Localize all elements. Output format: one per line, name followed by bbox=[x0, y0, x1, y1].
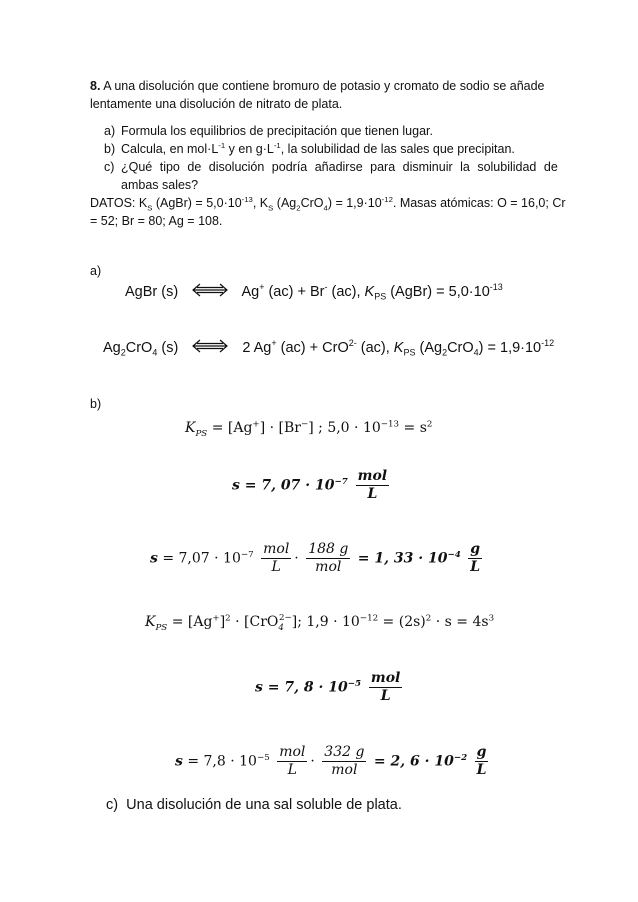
numerator: g bbox=[475, 744, 489, 762]
datos-text: CrO bbox=[300, 196, 324, 210]
exponent: −5 bbox=[347, 678, 362, 689]
charge: 2− bbox=[278, 613, 292, 624]
exponent: −13 bbox=[380, 419, 400, 430]
item-label: b) bbox=[104, 142, 116, 156]
subscript: 4 bbox=[323, 203, 328, 213]
denominator: L bbox=[476, 762, 487, 778]
numerator: g bbox=[468, 541, 482, 559]
subscript: 2 bbox=[296, 203, 301, 213]
datos-text: , K bbox=[252, 196, 269, 210]
math-text: s bbox=[175, 753, 183, 770]
answer-c-text: Una disolución de una sal soluble de plata. bbox=[126, 797, 402, 813]
eq-left: AgBr (s) bbox=[125, 283, 179, 300]
numerator: mol bbox=[263, 541, 290, 557]
subscript: 2 bbox=[442, 347, 448, 358]
answer-c-label: c) bbox=[106, 797, 119, 813]
math-text: = [Ag bbox=[167, 614, 213, 630]
eq-text: (AgBr) = 5,0·10 bbox=[386, 283, 490, 300]
answer-b-label: b) bbox=[90, 397, 102, 411]
problem-line-2: lentamente una disolución de nitrato de plata. bbox=[90, 97, 343, 111]
exponent: −7 bbox=[334, 476, 348, 487]
eq-right: Ag bbox=[241, 283, 260, 300]
math-result: = 1, 33 · 10 bbox=[357, 550, 448, 567]
item-label: a) bbox=[104, 124, 116, 138]
exponent: -1 bbox=[273, 140, 281, 150]
math-text: = [Ag bbox=[207, 420, 253, 436]
math-text: ] · [Br bbox=[259, 420, 301, 436]
eq-text: CrO bbox=[447, 339, 474, 356]
solubility-ag2cro4-mol bbox=[255, 670, 405, 705]
item-text: Calcula, en mol·L bbox=[121, 142, 219, 156]
denominator: L bbox=[470, 559, 481, 575]
eq-text: (ac) + Br bbox=[264, 283, 325, 300]
math-text: = s bbox=[399, 420, 427, 436]
math-text: = 7,8 · 10 bbox=[182, 753, 257, 770]
kps-symbol: K bbox=[393, 339, 404, 356]
fraction-mol-l bbox=[369, 670, 402, 705]
charge: - bbox=[324, 282, 328, 292]
exponent: −12 bbox=[359, 613, 379, 624]
math-text: · s = 4s bbox=[431, 614, 489, 630]
answer-c bbox=[106, 797, 402, 813]
math-text: · bbox=[294, 550, 299, 567]
exponent: −7 bbox=[240, 549, 254, 560]
math-text: s bbox=[150, 550, 158, 567]
eq-text: (ac), bbox=[356, 339, 394, 356]
item-text: y en g·L bbox=[225, 142, 274, 156]
datos-text: ) = 1,9·10 bbox=[327, 196, 382, 210]
item-c bbox=[104, 158, 558, 176]
item-text: ¿Qué tipo de disolución podría añadirse para disminuir la solubilidad de bbox=[121, 160, 558, 174]
fraction-g-l bbox=[475, 744, 489, 779]
fraction-g-l bbox=[468, 541, 482, 576]
numerator: mol bbox=[357, 468, 388, 484]
kps-equation-ag2cro4: $K_{PS} = [Ag^+]^2 \cdot [CrO_4^{2-}]$; $1,9 \cdot 10^{-12} = (2s)^2 \cdot s = 4s^3$ bbox=[145, 613, 495, 633]
math-text: s = 7, 07 · 10 bbox=[232, 477, 335, 494]
problem-line-1 bbox=[90, 77, 545, 95]
math-text: ] ; 5,0 · 10 bbox=[308, 420, 381, 436]
equilibrium-arrow-icon bbox=[192, 283, 228, 301]
charge: 2- bbox=[348, 338, 357, 348]
item-c-line-2: ambas sales? bbox=[121, 178, 199, 192]
subscript: 4 bbox=[152, 347, 158, 358]
eq-text: (ac) + CrO bbox=[276, 339, 349, 356]
eq-text: (Ag bbox=[415, 339, 443, 356]
fraction-mol-l bbox=[356, 468, 389, 503]
item-text: , la solubilidad de las sales que precipitan. bbox=[280, 142, 515, 156]
eq-text: ) = 1,9·10 bbox=[478, 339, 542, 356]
subscript: S bbox=[147, 203, 153, 213]
exponent: 3 bbox=[488, 613, 495, 624]
exponent: 2 bbox=[425, 613, 432, 624]
problem-intro: A una disolución que contiene bromuro de potasio y cromato de sodio se añade bbox=[103, 79, 545, 93]
charge: + bbox=[212, 613, 220, 624]
math-text: · [CrO bbox=[230, 614, 279, 630]
math-text: K bbox=[185, 420, 196, 436]
exponent: -13 bbox=[241, 194, 253, 204]
datos-text: (AgBr) = 5,0·10 bbox=[152, 196, 242, 210]
eq-left: (s) bbox=[157, 339, 179, 356]
denominator: L bbox=[367, 486, 378, 502]
datos-text: DATOS: K bbox=[90, 196, 148, 210]
datos-text: . Masas atómicas: O = 16,0; Cr bbox=[392, 196, 566, 210]
denominator: L bbox=[271, 559, 281, 575]
solubility-agbr-g bbox=[150, 541, 485, 576]
solubility-ag2cro4-g bbox=[175, 744, 491, 779]
kps-equation-agbr: $K_{PS} = [Ag^+] \cdot [Br^-]$ ; $5,0 \cdot 10^{-13} = s^2$ bbox=[185, 419, 433, 439]
eq-text: (ac), bbox=[327, 283, 365, 300]
exponent: 2 bbox=[225, 613, 231, 624]
subscript: S bbox=[268, 203, 274, 213]
numerator: 332 g bbox=[324, 744, 365, 760]
numerator: 188 g bbox=[308, 541, 349, 557]
exponent: -13 bbox=[489, 282, 503, 292]
subscript: PS bbox=[374, 291, 387, 302]
exponent: -12 bbox=[541, 338, 555, 348]
kps-symbol: K bbox=[364, 283, 375, 300]
eq-left: CrO bbox=[125, 339, 153, 356]
math-text: s = 7, 8 · 10 bbox=[255, 679, 348, 696]
math-text: ]; 1,9 · 10 bbox=[291, 614, 360, 630]
eq-left: Ag bbox=[103, 339, 121, 356]
fraction-mol-l bbox=[261, 541, 291, 576]
charge: − bbox=[300, 419, 309, 430]
numerator: mol bbox=[370, 670, 401, 686]
subscript: 2 bbox=[120, 347, 126, 358]
exponent: −2 bbox=[453, 752, 468, 763]
fraction-molar-mass bbox=[322, 744, 366, 779]
exponent: 2 bbox=[426, 419, 433, 430]
subscript: 4 bbox=[473, 347, 479, 358]
datos-line-2: = 52; Br = 80; Ag = 108. bbox=[90, 214, 223, 228]
math-text: K bbox=[145, 614, 156, 630]
fraction-mol-l bbox=[277, 744, 307, 779]
charge: + bbox=[259, 282, 265, 292]
equilibrium-arrow-icon bbox=[192, 339, 228, 357]
exponent: −5 bbox=[256, 752, 270, 763]
item-a bbox=[104, 122, 433, 140]
numerator: mol bbox=[279, 744, 306, 760]
item-text: Formula los equilibrios de precipitación que tienen lugar. bbox=[121, 124, 433, 138]
fraction-molar-mass bbox=[306, 541, 350, 576]
math-text: ] bbox=[219, 614, 226, 630]
math-text: · bbox=[310, 753, 315, 770]
problem-number: 8. bbox=[90, 79, 101, 93]
equilibrium-1 bbox=[125, 283, 503, 301]
denominator: L bbox=[287, 762, 297, 778]
answer-a-label: a) bbox=[90, 264, 102, 278]
eq-right: 2 Ag bbox=[242, 339, 272, 356]
datos-line-1 bbox=[90, 194, 566, 212]
charge: + bbox=[271, 338, 277, 348]
subscript: 4 bbox=[278, 622, 284, 633]
subscript: PS bbox=[403, 347, 416, 358]
charge: + bbox=[252, 419, 260, 430]
item-label: c) bbox=[104, 160, 115, 174]
math-result: = 2, 6 · 10 bbox=[373, 753, 454, 770]
datos-text: (Ag bbox=[273, 196, 297, 210]
solubility-agbr-mol bbox=[232, 468, 392, 503]
denominator: mol bbox=[331, 762, 358, 778]
exponent: -1 bbox=[218, 140, 226, 150]
equilibrium-2 bbox=[103, 339, 554, 357]
math-text: = 7,07 · 10 bbox=[157, 550, 241, 567]
exponent: −4 bbox=[447, 549, 461, 560]
denominator: mol bbox=[315, 559, 342, 575]
exponent: -12 bbox=[381, 194, 393, 204]
denominator: L bbox=[380, 688, 391, 704]
math-text: = (2s) bbox=[378, 614, 426, 630]
